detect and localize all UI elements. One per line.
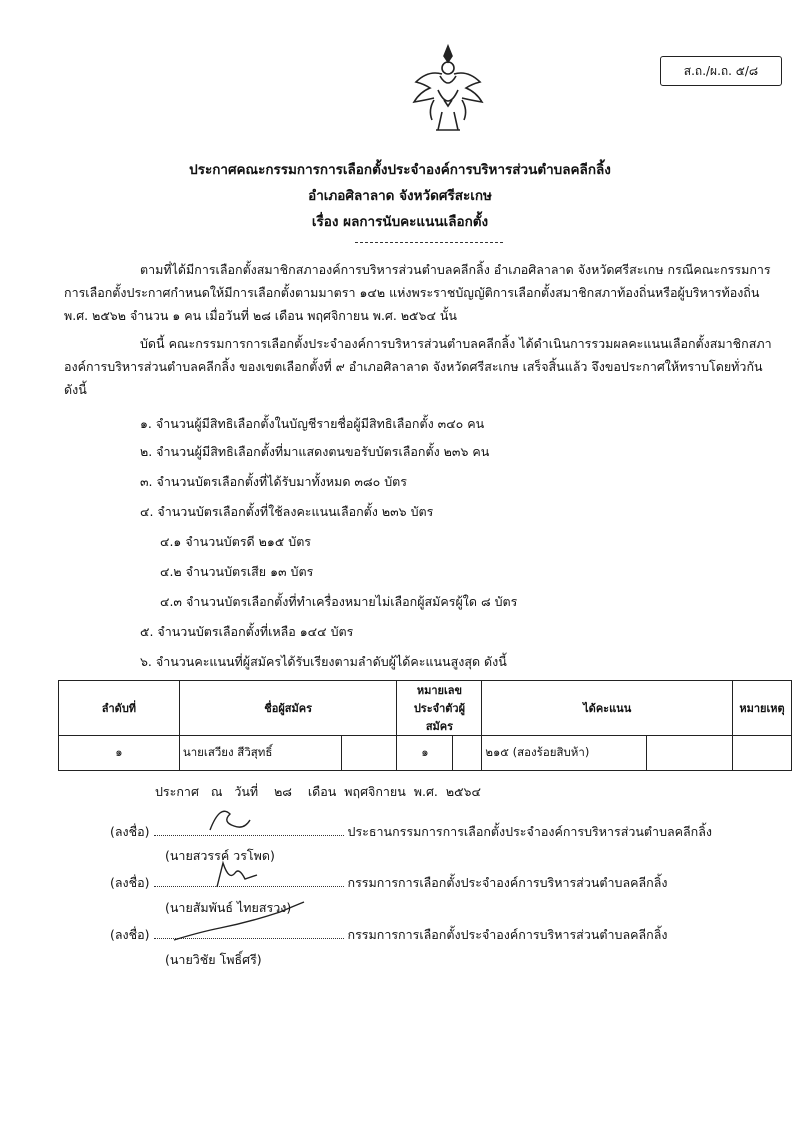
header-line-2: อำเภอศิลาลาด จังหวัดศรีสะเกษ bbox=[308, 188, 492, 204]
results-table bbox=[58, 680, 792, 771]
signature-1-mark bbox=[200, 800, 260, 844]
header-separator bbox=[355, 242, 503, 243]
announce-day: ๒๘ bbox=[274, 784, 292, 799]
item-5: ๕. จำนวนบัตรเลือกตั้งที่เหลือ ๑๔๔ บัตร bbox=[140, 624, 354, 639]
item-4: ๔. จำนวนบัตรเลือกตั้งที่ใช้ลงคะแนนเลือกตั้ง ๒๓๖ บัตร bbox=[140, 504, 434, 519]
form-code-box: ส.ถ./ผ.ถ. ๕/๘ bbox=[660, 56, 782, 86]
header-remark: หมายเหตุ bbox=[732, 681, 791, 736]
header-candidate-number bbox=[397, 681, 482, 736]
item-4-1: ๔.๑ จำนวนบัตรดี ๒๑๕ บัตร bbox=[160, 534, 312, 549]
header-number-line1: หมายเลข bbox=[416, 684, 462, 697]
announcement-date bbox=[155, 782, 481, 802]
cell-empty bbox=[453, 736, 482, 771]
signature-2-line bbox=[110, 873, 667, 893]
header-number-line2: ประจำตัวผู้สมัคร bbox=[413, 702, 466, 733]
cell-candidate-number: ๑ bbox=[397, 736, 453, 771]
header-line-1: ประกาศคณะกรรมการการเลือกตั้งประจำองค์การบริหารส่วนตำบลคลีกลิ้ง bbox=[189, 162, 611, 178]
signature-2-name: (นายสัมพันธ์ ไทยสรวง) bbox=[165, 900, 292, 915]
cell-score: ๒๑๕ (สองร้อยสิบห้า) bbox=[482, 736, 647, 771]
announce-prefix: ประกาศ bbox=[155, 784, 199, 799]
header-candidate-name: ชื่อผู้สมัคร bbox=[179, 681, 397, 736]
paragraph-1-text: ตามที่ได้มีการเลือกตั้งสมาชิกสภาองค์การบริหารส่วนตำบลคลีกลิ้ง อำเภอศิลาลาด จังหวัดศรีสะเกษ กรณีคณะกรรมการการเลือกตั้งประกาศกำหนดให้มีการเลือกตั้งตามมาตรา ๑๔๒ แห่งพระราชบัญญัติการเลือกตั้งสมาชิกสภาท้องถิ่นหรือผู้บริหารท้องถิ่น พ.ศ. ๒๕๖๒ จำนวน ๑ คน เมื่อวันที่ ๒๘ เดือน พฤศจิกายน พ.ศ. ๒๕๖๔ นั้น bbox=[64, 262, 771, 323]
item-3: ๓. จำนวนบัตรเลือกตั้งที่ได้รับมาทั้งหมด ๓๘๐ บัตร bbox=[140, 474, 407, 489]
signature-2-mark bbox=[205, 855, 265, 895]
cell-candidate-name: นายเสวียง สีวิสุทธิ์ bbox=[179, 736, 341, 771]
announce-year: ๒๕๖๔ bbox=[445, 784, 481, 799]
sign-label-2: (ลงชื่อ) bbox=[110, 875, 150, 890]
signature-3-position: กรรมการการเลือกตั้งประจำองค์การบริหารส่วนตำบลคลีกลิ้ง bbox=[347, 927, 668, 942]
garuda-emblem-icon bbox=[408, 40, 488, 136]
signature-3-name: (นายวิชัย โพธิ์ศรี) bbox=[165, 952, 262, 967]
announce-year-label: พ.ศ. bbox=[413, 784, 438, 799]
header-subject: เรื่อง ผลการนับคะแนนเลือกตั้ง bbox=[311, 214, 489, 230]
item-4-2: ๔.๒ จำนวนบัตรเสีย ๑๓ บัตร bbox=[160, 564, 314, 579]
signature-1-position: ประธานกรรมการการเลือกตั้งประจำองค์การบริหารส่วนตำบลคลีกลิ้ง bbox=[347, 824, 713, 839]
item-2: ๒. จำนวนผู้มีสิทธิเลือกตั้งที่มาแสดงตนขอรับบัตรเลือกตั้ง ๒๓๖ คน bbox=[140, 444, 490, 459]
announce-month-label: เดือน bbox=[307, 784, 337, 799]
item-1: ๑. จำนวนผู้มีสิทธิเลือกตั้งในบัญชีรายชื่อผู้มีสิทธิเลือกตั้ง ๓๔๐ คน bbox=[140, 416, 485, 431]
signature-1-name: (นายสวรรค์ วรโพด) bbox=[165, 848, 275, 863]
announce-day-label: วันที่ bbox=[234, 784, 259, 799]
header-score: ได้คะแนน bbox=[482, 681, 733, 736]
sign-label-1: (ลงชื่อ) bbox=[110, 824, 150, 839]
table-header-row bbox=[59, 681, 792, 736]
announce-month: พฤศจิกายน bbox=[344, 784, 406, 799]
item-4-3: ๔.๓ จำนวนบัตรเลือกตั้งที่ทำเครื่องหมายไม่เลือกผู้สมัครผู้ใด ๘ บัตร bbox=[160, 594, 518, 609]
sign-label-3: (ลงชื่อ) bbox=[110, 927, 150, 942]
signature-3-mark bbox=[170, 898, 310, 948]
cell-empty bbox=[647, 736, 733, 771]
cell-remark bbox=[732, 736, 791, 771]
signature-2-position: กรรมการการเลือกตั้งประจำองค์การบริหารส่วนตำบลคลีกลิ้ง bbox=[347, 875, 668, 890]
paragraph-1 bbox=[64, 258, 784, 327]
cell-empty bbox=[341, 736, 397, 771]
cell-order: ๑ bbox=[59, 736, 180, 771]
announce-at: ณ bbox=[210, 784, 223, 799]
paragraph-2 bbox=[64, 332, 784, 401]
header-order: ลำดับที่ bbox=[59, 681, 180, 736]
table-row bbox=[59, 736, 792, 771]
paragraph-2-text: บัดนี้ คณะกรรมการการเลือกตั้งประจำองค์การบริหารส่วนตำบลคลีกลิ้ง ได้ดำเนินการรวมผลคะแนนเลือกตั้งสมาชิกสภาองค์การบริหารส่วนตำบลคลีกลิ้ง ของเขตเลือกตั้งที่ ๙ อำเภอศิลาลาด จังหวัดศรีสะเกษ เสร็จสิ้นแล้ว จึงขอประกาศให้ทราบโดยทั่วกัน ดังนี้ bbox=[64, 336, 772, 397]
item-6: ๖. จำนวนคะแนนที่ผู้สมัครได้รับเรียงตามลำดับผู้ได้คะแนนสูงสุด ดังนี้ bbox=[140, 654, 507, 669]
